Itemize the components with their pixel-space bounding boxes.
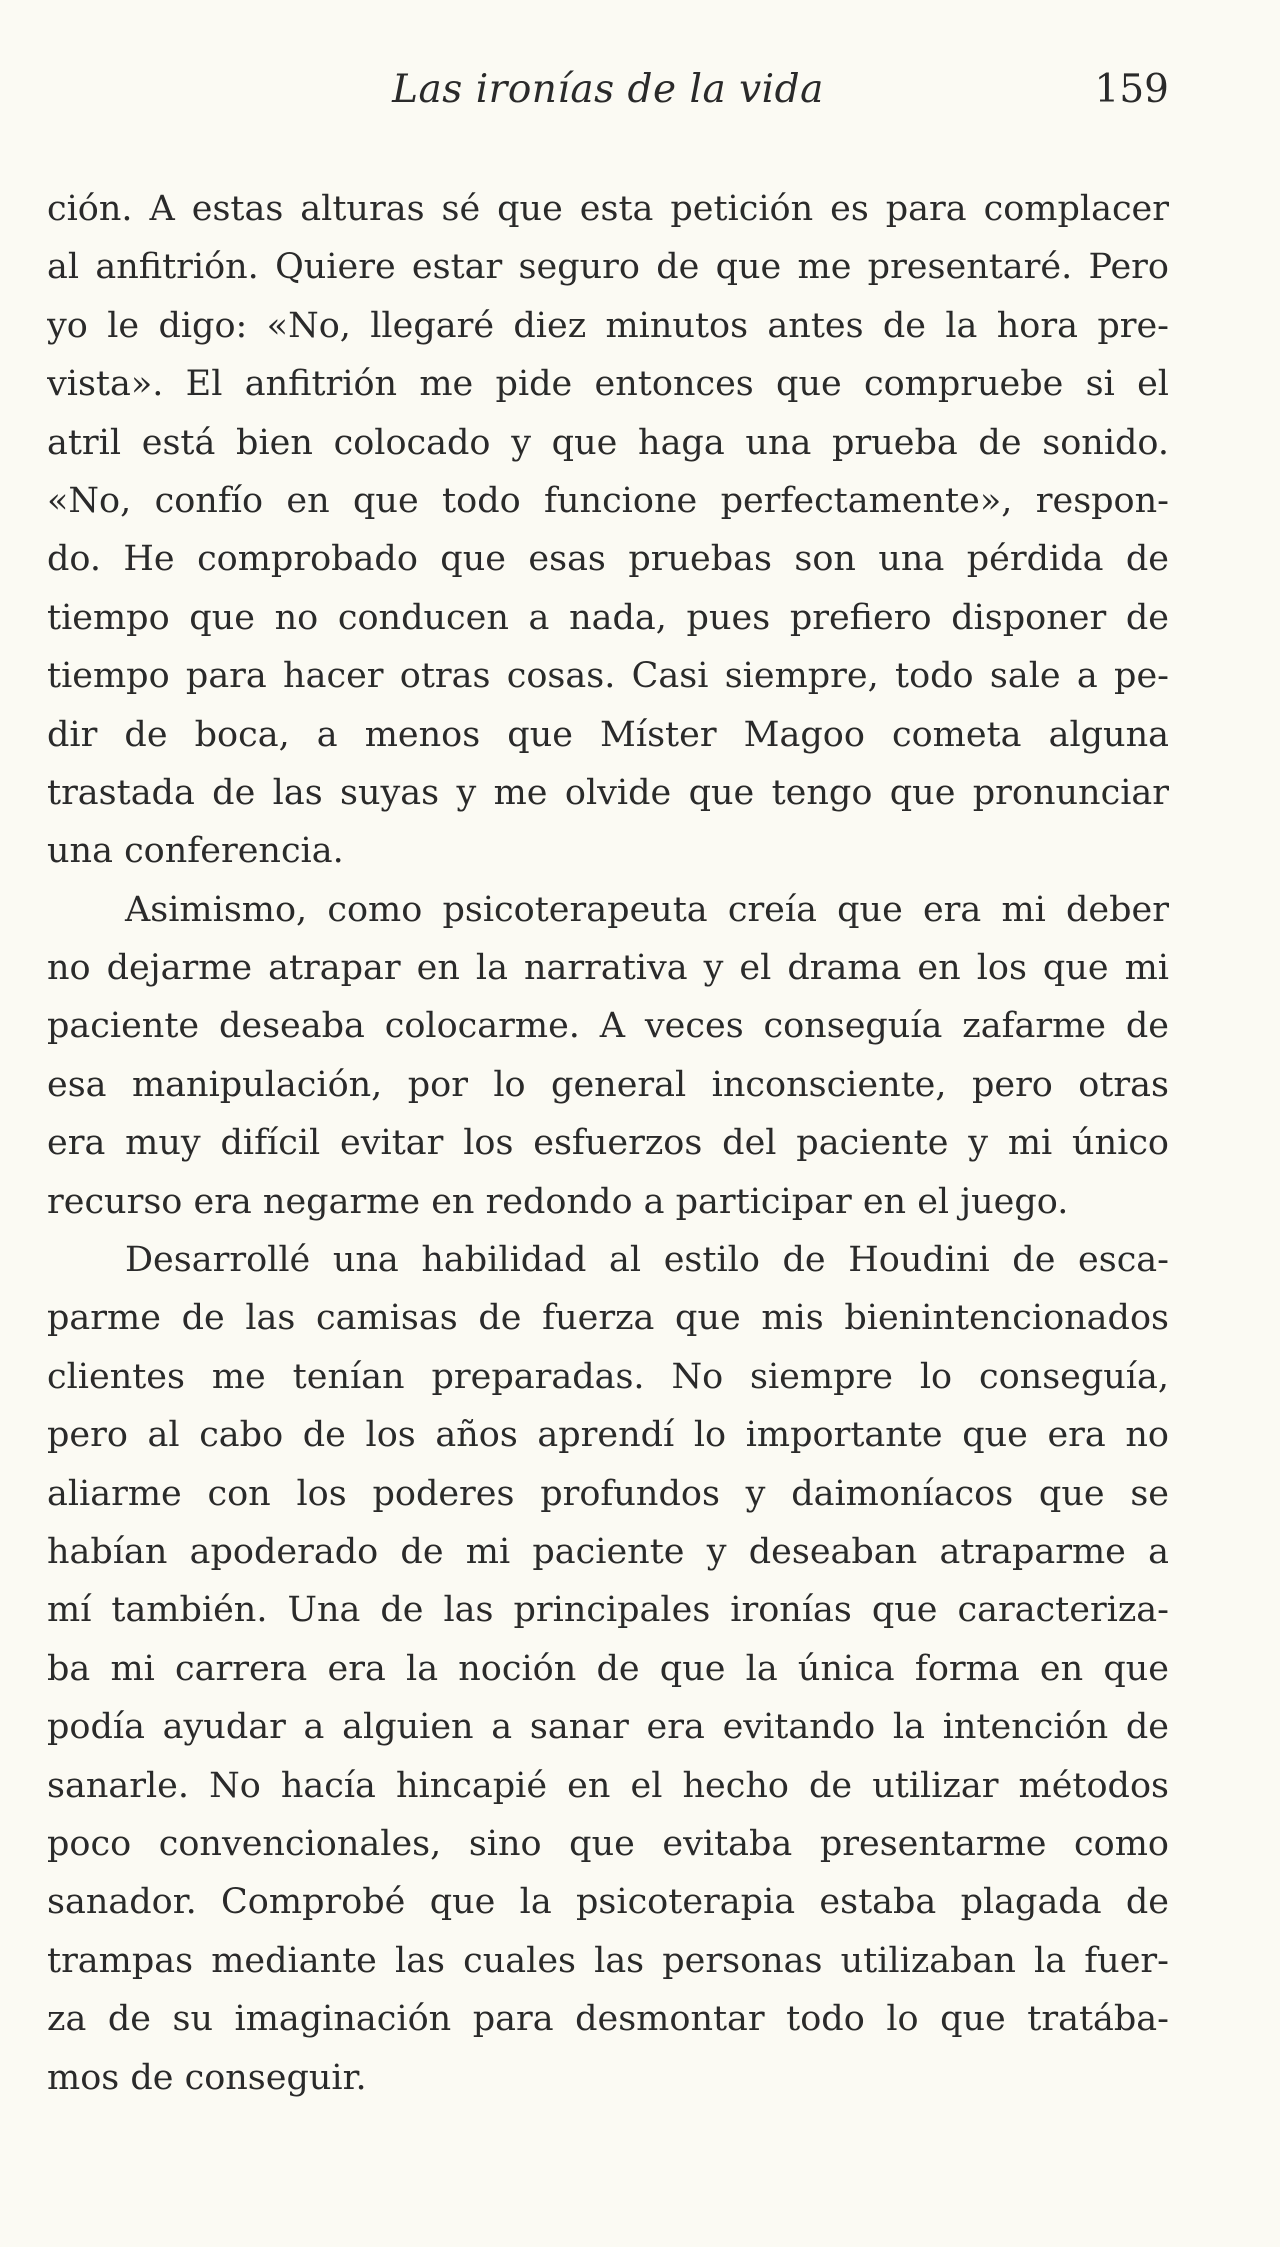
text-line: era muy difícil evitar los esfuerzos del paciente y mi único [47,1123,1169,1164]
text-line: ción. A estas alturas sé que esta petición es para complacer [47,189,1169,229]
text-line: tiempo para hacer otras cosas. Casi siempre, todo sale a pe- [47,656,1169,697]
text-line: atril está bien colocado y que haga una prueba de sonido. [47,422,1169,463]
body-text [47,180,1169,2107]
text-line: Desarrollé una habilidad al estilo de Houdini de esca- [125,1240,1169,1281]
text-line: recurso era negarme en redondo a participar en el juego. [47,1181,1069,1222]
paragraph-1 [47,180,1169,881]
text-line: paciente deseaba colocarme. A veces conseguía zafarme de [47,1006,1169,1047]
paragraph-3 [47,1231,1169,2107]
text-line: no dejarme atrapar en la narrativa y el drama en los que mi [47,948,1169,989]
paragraph-2 [47,881,1169,1231]
text-line: sanador. Comprobé que la psicoterapia estaba plagada de [47,1882,1169,1923]
text-line: za de su imaginación para desmontar todo lo que tratába- [47,1999,1169,2040]
text-line: habían apoderado de mi paciente y deseaban atraparme a [47,1531,1169,1572]
running-title: Las ironías de la vida [392,67,824,112]
text-line: do. He comprobado que esas pruebas son una pérdida de [47,539,1169,580]
text-line: mos de conseguir. [47,2057,367,2098]
text-line: yo le digo: «No, llegaré diez minutos antes de la hora pre- [47,305,1169,346]
text-line: pero al cabo de los años aprendí lo importante que era no [47,1415,1169,1456]
text-line: parme de las camisas de fuerza que mis bienintencionados [47,1298,1169,1339]
text-line: tiempo que no conducen a nada, pues prefiero disponer de [47,597,1169,638]
text-line: poco convencionales, sino que evitaba presentarme como [47,1823,1169,1864]
text-line: esa manipulación, por lo general inconsciente, pero otras [47,1064,1169,1105]
text-line: trastada de las suyas y me olvide que tengo que pronunciar [47,772,1169,813]
text-line: ba mi carrera era la noción de que la única forma en que [47,1648,1169,1689]
text-line: clientes me tenían preparadas. No siempre lo conseguía, [47,1356,1169,1397]
text-line: dir de boca, a menos que Míster Magoo cometa alguna [47,714,1169,755]
text-line: podía ayudar a alguien a sanar era evitando la intención de [47,1707,1169,1748]
text-line: «No, confío en que todo funcione perfectamente», respon- [47,480,1169,521]
text-line: Asimismo, como psicoterapeuta creía que era mi deber [125,889,1169,930]
text-line: trampas mediante las cuales las personas utilizaban la fuer- [47,1940,1169,1981]
text-line: sanarle. No hacía hincapié en el hecho de utilizar métodos [47,1765,1169,1806]
text-line: aliarme con los poderes profundos y daimoníacos que se [47,1473,1169,1514]
text-line: mí también. Una de las principales ironías que caracteriza- [47,1590,1169,1631]
text-line: vista». El anfitrión me pide entonces que compruebe si el [47,364,1169,405]
running-header [47,62,1169,118]
text-line: al anfitrión. Quiere estar seguro de que me presentaré. Pero [47,247,1169,288]
text-line: una conferencia. [47,831,344,872]
page-number: 159 [1094,67,1169,112]
